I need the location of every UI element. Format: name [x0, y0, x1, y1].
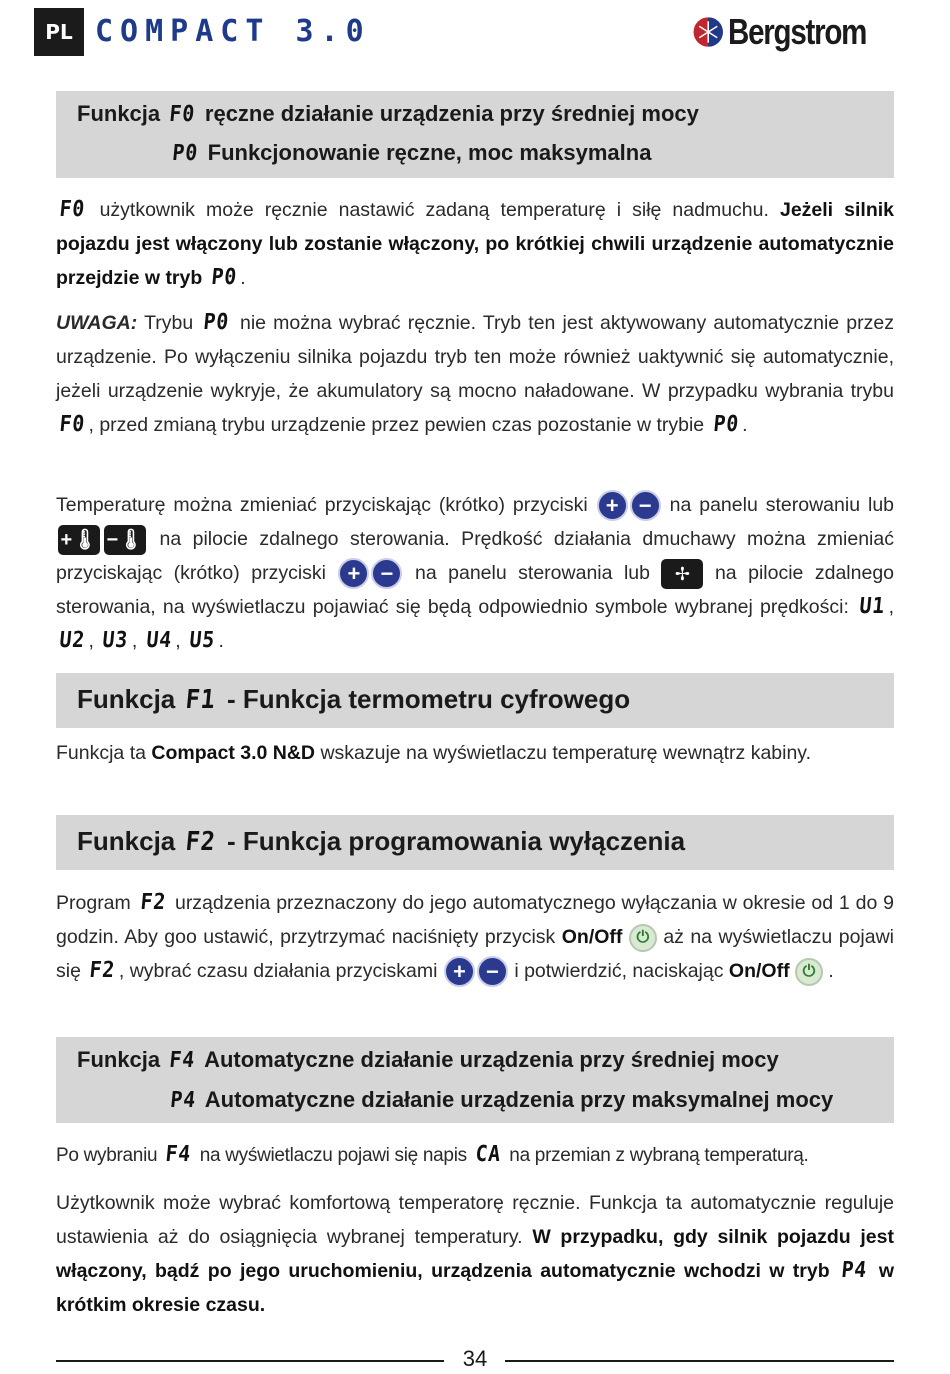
paragraph-f4-description	[56, 1186, 894, 1322]
paragraph-text: Temperaturę można zmieniać przyciskając (krótko) przyciski	[56, 494, 588, 516]
display-code: F4	[164, 1142, 193, 1167]
paragraph-text: , przed zmianą trybu urządzenie przez pewien czas pozostanie w trybie	[88, 414, 705, 436]
paragraph-text: Po wybraniu	[56, 1145, 158, 1166]
paragraph-text: na panelu sterowaniu lub	[669, 494, 895, 516]
speed-code: U2	[58, 628, 87, 653]
minus-button-icon: −	[371, 558, 402, 589]
brand-logo	[692, 8, 897, 56]
display-code: P0	[209, 265, 239, 290]
section-subtitle: Automatyczne działanie urządzenia przy maksymalnej mocy	[204, 1087, 834, 1112]
display-code: P4	[169, 1088, 198, 1113]
brand-name: Bergstrom	[728, 11, 867, 52]
paragraph-text: i potwierdzić, naciskając	[514, 960, 724, 982]
paragraph-warning	[56, 306, 894, 442]
remote-temp-plus-icon: +🌡	[58, 525, 100, 555]
paragraph-bold: w krótkim okresie czasu.	[56, 1260, 895, 1316]
paragraph-bold: W przypadku, gdy silnik pojazdu jest włączony, bądź po jego uruchomieniu, urządzenia automatycznie wchodzi w tryb	[56, 1226, 894, 1282]
paragraph-text: , wybrać czasu działania przyciskami	[118, 960, 438, 982]
paragraph-text: Funkcja ta	[56, 742, 146, 764]
section-header-f1	[56, 673, 894, 728]
page-number: 34	[462, 1346, 488, 1371]
footer-rule-left	[56, 1360, 444, 1362]
language-label: PL	[45, 20, 73, 44]
minus-button-icon: −	[477, 956, 508, 987]
punctuation: .	[742, 414, 748, 436]
power-button-icon: ⏻	[795, 958, 823, 986]
product-name: Compact 3.0 N&D	[151, 742, 316, 764]
display-code: P4	[840, 1258, 869, 1283]
warning-label: UWAGA:	[56, 312, 138, 334]
speed-code: U1	[858, 594, 887, 619]
paragraph-text: na przemian z wybraną temperaturą.	[509, 1145, 809, 1166]
display-code: P0	[202, 310, 231, 335]
section-subtitle: Funkcjonowanie ręczne, moc maksymalna	[207, 140, 652, 165]
section-title: - Funkcja programowania wyłączenia	[227, 826, 686, 856]
display-code: F1	[184, 685, 218, 715]
plus-button-icon: +	[338, 558, 369, 589]
punctuation: .	[218, 630, 224, 652]
section-title: ręczne działanie urządzenia przy średniej mocy	[204, 101, 699, 126]
display-code: P0	[171, 141, 200, 166]
display-code: F0	[168, 102, 197, 127]
paragraph-text: nie można wybrać ręcznie. Tryb ten jest aktywowany automatycznie przez urządzenie. Po wyłączeniu silnika pojazdu tryb ten może również uaktywnić się automatycznie, jeżeli urządzenie wykryje, że akumulatory są mocno naładowane. W przypadku wybrania trybu	[56, 312, 894, 402]
speed-code: U3	[101, 628, 130, 653]
on-off-label: On/Off	[728, 960, 790, 982]
display-code: F2	[138, 890, 167, 915]
section-header-f2	[56, 815, 894, 870]
paragraph-temperature-fan: Temperaturę można zmieniać przyciskając (krótko) przyciski + − na panelu sterowaniu lub +🌡 −🌡 na pilocie zdalnego sterowania. Prędkość działania dmuchawy można zmieniać przyciskając (krótko) przyciski + − na panelu sterowania lub ✢ na pilocie zdalnego sterowania, na wyświetlaczu pojawiać się będą odpowiednio symbole wybranej prędkości: U1 , U2 , U3 , U4 , U5 .	[56, 488, 894, 658]
paragraph-text: użytkownik może ręcznie nastawić zadaną temperaturę i siłę nadmuchu.	[99, 199, 769, 221]
remote-fan-icon: ✢	[661, 559, 703, 589]
section-prefix: Funkcja	[77, 684, 176, 714]
display-code: CA	[474, 1142, 503, 1167]
section-title: - Funkcja termometru cyfrowego	[227, 684, 631, 714]
remote-temp-minus-icon: −🌡	[104, 525, 146, 555]
footer-rule-right	[505, 1360, 894, 1362]
language-badge	[34, 8, 84, 56]
power-button-icon: ⏻	[629, 924, 657, 952]
display-code: F4	[168, 1048, 197, 1073]
paragraph-text: Program	[56, 892, 131, 914]
plus-button-icon: +	[444, 956, 475, 987]
paragraph-f1-description	[56, 741, 894, 766]
paragraph-bold: Jeżeli silnik pojazdu jest włączony lub zostanie włączony, po krótkiej chwili urządzenie automatycznie przejdzie w tryb	[56, 199, 895, 289]
model-title: COMPACT 3.0	[95, 14, 371, 49]
section-prefix: Funkcja	[77, 101, 161, 126]
punctuation: .	[828, 960, 834, 982]
paragraph-f4-display	[56, 1138, 894, 1173]
paragraph-text: wskazuje na wyświetlaczu temperaturę wewnątrz kabiny.	[320, 742, 812, 764]
snowflake-sun-icon	[692, 11, 724, 53]
paragraph-f0-description	[56, 193, 894, 295]
paragraph-text: na pilocie zdalnego sterowania. Prędkość działania dmuchawy można zmieniać przyciskając (krótko) przyciski	[56, 528, 894, 584]
paragraph-text: Użytkownik może wybrać komfortową temperatorę ręcznie. Funkcja ta automatycznie reguluje ustawienia aż do osiągnięcia wybranej temperatury.	[56, 1192, 894, 1248]
speed-code: U4	[144, 628, 173, 653]
display-code: F2	[88, 958, 117, 983]
paragraph-text: Trybu	[144, 312, 194, 334]
display-code: F0	[58, 197, 87, 222]
paragraph-text: na wyświetlaczu pojawi się napis	[199, 1145, 467, 1166]
minus-button-icon: −	[630, 490, 661, 521]
paragraph-text: na panelu sterowania lub	[414, 562, 650, 584]
section-prefix: Funkcja	[77, 826, 176, 856]
display-code: P0	[711, 412, 740, 437]
section-header-f4-p4	[56, 1037, 894, 1123]
display-code: F2	[184, 827, 218, 857]
speed-code: U5	[188, 628, 217, 653]
plus-button-icon: +	[597, 490, 628, 521]
on-off-label: On/Off	[561, 926, 623, 948]
section-prefix: Funkcja	[77, 1047, 161, 1072]
paragraph-text: na pilocie zdalnego sterowania, na wyświetlaczu pojawiać się będą odpowiednio symbole wybranej prędkości:	[56, 562, 895, 618]
paragraph-text: urządzenia przeznaczony do jego automatycznego wyłączania w okresie od 1 do 9 godzin. Aby goo ustawić, przytrzymać naciśnięty przycisk	[56, 892, 894, 948]
paragraph-f2-description	[56, 886, 894, 988]
punctuation: .	[240, 267, 246, 289]
display-code: F0	[58, 412, 87, 437]
section-title: Automatyczne działanie urządzenia przy średniej mocy	[204, 1047, 779, 1072]
paragraph-text: aż na wyświetlaczu pojawi się	[56, 926, 895, 982]
section-header-f0-p0	[56, 91, 894, 178]
